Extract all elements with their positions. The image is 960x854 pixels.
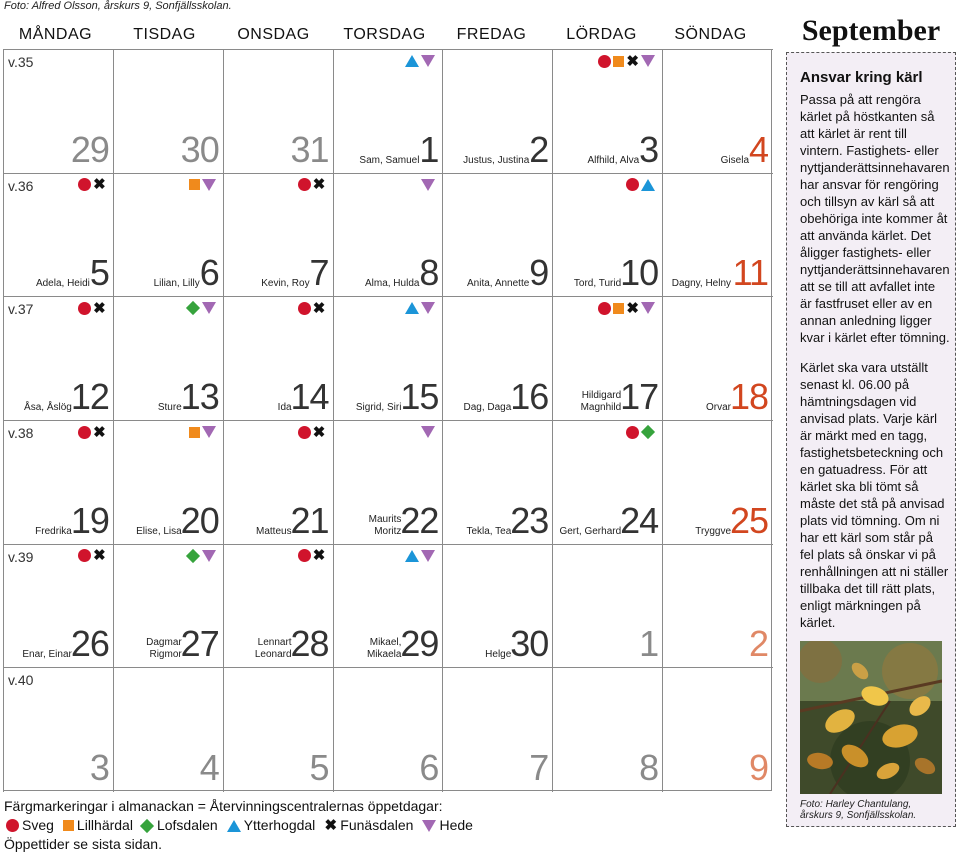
day-number: 31: [290, 128, 329, 170]
hede-icon: [202, 179, 216, 191]
name-day-line: Moritz: [374, 525, 402, 537]
day-cell: [662, 49, 773, 174]
name-day-line: Sture: [157, 401, 182, 413]
week-number: v.37: [8, 301, 34, 318]
name-day-line: Alfhild, Alva: [587, 154, 640, 166]
day-cell: [333, 49, 444, 174]
name-day: [467, 278, 529, 290]
opening-markers: [78, 301, 106, 315]
day-cell: [113, 544, 224, 669]
day-cell: [223, 667, 334, 792]
funasdalen-icon: ✖: [312, 547, 326, 565]
name-day-line: Elise, Lisa: [136, 525, 182, 537]
funasdalen-icon: ✖: [324, 817, 338, 834]
ytterhogdal-icon: [227, 820, 241, 832]
ytterhogdal-icon: [405, 302, 419, 314]
name-day: [158, 402, 182, 414]
day-cell: [442, 667, 553, 792]
legend-label-sveg: Sveg: [22, 817, 54, 833]
lofsdalen-icon: [186, 549, 200, 563]
funasdalen-icon: ✖: [93, 423, 106, 441]
weekday-header-1: TISDAG: [133, 26, 196, 43]
hede-icon: [202, 426, 216, 438]
sveg-icon: [298, 302, 311, 315]
name-day-line: Tord, Turid: [573, 278, 622, 290]
week-number: v.38: [8, 425, 34, 441]
day-cell: [662, 173, 773, 298]
day-cell: [333, 667, 444, 792]
name-day: [36, 278, 90, 290]
day-number: 27: [180, 623, 219, 665]
ytterhogdal-icon: [641, 179, 655, 191]
day-number: 3: [639, 128, 659, 170]
photo-credit-line-1: Foto: Harley Chantulang,: [800, 799, 912, 810]
name-day: [463, 155, 529, 167]
hede-icon: [641, 302, 655, 314]
day-cell: [223, 420, 334, 545]
day-cell: [442, 173, 553, 298]
day-cell: [223, 296, 334, 421]
week-number: v.39: [8, 548, 34, 565]
day-number: 30: [180, 128, 219, 170]
hede-icon: [421, 179, 435, 191]
photo-credit-line-2: årskurs 9, Sonfjällsskolan.: [800, 810, 917, 821]
day-number: 15: [400, 375, 439, 417]
sveg-icon: [298, 549, 311, 562]
day-cell: [552, 49, 663, 174]
day-number: 6: [199, 252, 219, 294]
funasdalen-icon: ✖: [93, 176, 106, 194]
day-number: 28: [290, 623, 329, 665]
sidebar-paragraph-2: Kärlet ska vara utställt senast kl. 06.00 på hämtningsdagen vid anvisad plats. Varje kärl är märkt med en tagg, fastighetsbeteckning och en gatuadress. För att kärlet ska bli tömt så måste det stå på anvisad plats vid tömning. Om ni har ett kärl som står på fel plats så önskar vi på renhållningen att ni ställer tillbaka det till rätt plats, enligt märkningen på kärlet.: [800, 360, 949, 630]
name-day-line: Maurits: [368, 513, 402, 525]
hede-icon: [641, 55, 655, 67]
sveg-icon: [298, 178, 311, 191]
day-number: 8: [639, 747, 659, 788]
day-number: 22: [400, 499, 439, 541]
day-cell: [3, 173, 114, 298]
day-cell: [333, 296, 444, 421]
sveg-icon: [78, 549, 91, 562]
opening-markers: [298, 301, 326, 315]
sveg-icon: [78, 302, 91, 315]
week-number: v.36: [8, 177, 34, 194]
name-day: [256, 526, 292, 538]
name-day-line: Ida: [277, 401, 292, 413]
opening-markers: [189, 425, 216, 439]
day-number: 2: [529, 128, 549, 170]
day-number: 5: [309, 747, 329, 788]
name-day-line: Dagmar: [146, 637, 182, 649]
weekday-header-row: [0, 26, 770, 46]
name-day-line: Hildigard: [581, 389, 622, 401]
hede-icon: [202, 550, 216, 562]
day-number: 20: [180, 499, 219, 541]
name-day-line: Tryggve: [695, 525, 732, 537]
funasdalen-icon: ✖: [626, 52, 639, 70]
lillhardal-icon: [189, 179, 200, 190]
opening-markers: [598, 301, 655, 315]
day-number: 25: [729, 499, 769, 541]
day-number: 4: [199, 747, 219, 788]
day-cell: [552, 173, 663, 298]
day-cell: [223, 173, 334, 298]
name-day: [706, 402, 731, 414]
name-day: [146, 637, 182, 661]
name-day: [356, 402, 402, 414]
name-day: [359, 155, 419, 167]
funasdalen-icon: ✖: [312, 423, 326, 441]
name-day-line: Kevin, Roy: [261, 278, 310, 290]
day-cell: [552, 667, 663, 792]
day-cell: [552, 544, 663, 669]
name-day-line: Fredrika: [35, 525, 72, 537]
name-day: [24, 402, 72, 414]
opening-markers: [78, 549, 106, 563]
weekday-header-6: SÖNDAG: [674, 26, 747, 43]
day-cell: [662, 667, 773, 792]
day-cell: [442, 49, 553, 174]
name-day: [463, 402, 511, 414]
name-day-line: Dag, Daga: [463, 401, 512, 413]
legend-label-hede: Hede: [439, 817, 473, 833]
opening-markers: [626, 178, 655, 192]
hede-icon: [421, 302, 435, 314]
hede-icon: [421, 550, 435, 562]
day-number: 3: [89, 747, 109, 788]
day-cell: [113, 173, 224, 298]
sveg-icon: [598, 55, 611, 68]
name-day-line: Lilian, Lilly: [153, 278, 200, 290]
name-day-line: Helge: [485, 649, 512, 661]
day-number: 18: [729, 375, 769, 417]
day-number: 11: [732, 252, 769, 294]
hede-icon: [421, 55, 435, 67]
sidebar-heading: Ansvar kring kärl: [800, 69, 923, 86]
day-cell: [333, 544, 444, 669]
opening-markers: [405, 549, 435, 563]
sveg-icon: [78, 426, 91, 439]
name-day-line: Mikael, Mikaela: [366, 637, 402, 661]
day-cell: [552, 296, 663, 421]
lillhardal-icon: [613, 303, 624, 314]
day-number: 14: [290, 375, 329, 417]
day-number: 19: [70, 499, 109, 541]
sveg-icon: [78, 178, 91, 191]
name-day: [672, 278, 731, 290]
hede-icon: [202, 302, 216, 314]
name-day: [136, 526, 182, 538]
name-day-line: Sam, Samuel: [359, 154, 420, 166]
funasdalen-icon: ✖: [93, 547, 106, 565]
hede-icon: [421, 426, 435, 438]
name-day-line: Gisela: [720, 154, 750, 166]
day-cell: [662, 296, 773, 421]
opening-markers: [626, 425, 655, 439]
day-cell: [3, 667, 114, 792]
sveg-icon: [626, 178, 639, 191]
day-number: 16: [510, 375, 549, 417]
weekday-header-2: ONSDAG: [237, 26, 310, 43]
day-cell: [113, 420, 224, 545]
sveg-icon: [298, 426, 311, 439]
name-day: [485, 649, 511, 661]
sveg-icon: [598, 302, 611, 315]
day-number: 24: [620, 499, 659, 541]
day-number: 12: [70, 375, 109, 417]
name-day-line: Adela, Heidi: [35, 278, 90, 290]
name-day-line: Enar, Einar: [22, 649, 72, 661]
weekday-header-3: TORSDAG: [343, 26, 426, 43]
day-cell: [113, 667, 224, 792]
day-number: 23: [510, 499, 549, 541]
day-cell: [442, 420, 553, 545]
day-cell: [223, 544, 334, 669]
day-number: 1: [419, 128, 439, 170]
day-number: 30: [510, 623, 549, 665]
funasdalen-icon: ✖: [626, 299, 639, 317]
day-cell: [113, 296, 224, 421]
name-day-line: Magnhild: [580, 401, 622, 413]
day-number: 10: [620, 252, 659, 294]
day-number: 5: [89, 252, 109, 294]
day-cell: [552, 420, 663, 545]
day-number: 8: [419, 252, 439, 294]
month-title: September: [801, 14, 941, 47]
day-number: 26: [70, 623, 109, 665]
opening-markers: [405, 301, 435, 315]
sveg-icon: [6, 819, 19, 832]
week-number: v.35: [8, 54, 34, 70]
name-day-line: Matteus: [256, 525, 292, 537]
name-day: [22, 649, 71, 661]
funasdalen-icon: ✖: [312, 299, 326, 317]
name-day-line: Sigrid, Siri: [355, 401, 402, 413]
legend-label-lillhardal: Lillhärdal: [76, 817, 133, 833]
name-day: [574, 278, 621, 290]
opening-markers: [421, 425, 435, 439]
photo-credit-top: Foto: Alfred Olsson, årskurs 9, Sonfjällsskolan.: [4, 0, 232, 12]
name-day-line: Alma, Hulda: [364, 278, 420, 290]
legend-label-funasdalen: Funäsdalen: [340, 817, 414, 833]
ytterhogdal-icon: [405, 55, 419, 67]
name-day-line: Åsa, Åslög: [24, 401, 72, 413]
name-day-line: Tekla, Tea: [466, 525, 512, 537]
day-number: 9: [748, 747, 769, 788]
opening-markers: [78, 425, 106, 439]
funasdalen-icon: ✖: [312, 176, 326, 194]
name-day: [721, 155, 749, 167]
opening-markers: [189, 178, 216, 192]
name-day-line: Orvar: [706, 401, 732, 413]
name-day: [695, 526, 731, 538]
lillhardal-icon: [63, 820, 74, 831]
day-number: 7: [529, 747, 549, 788]
sveg-icon: [626, 426, 639, 439]
day-cell: [3, 49, 114, 174]
sidebar-paragraph-1: Passa på att rengöra kärlet på höstkanten så att kärlet är rent till vintern. Fastighets- eller nyttjanderättsinnehavaren har ansvar för rengöring och tillsyn av kärl så att obehöriga inte kommer åt att använda kärlet. Det åligger fastighets- eller nyttjanderättsinnehavaren att se till att avfallet inte är fastfruset eller av en annan anledning ligger kvar i kärlet efter tömning.: [800, 92, 950, 345]
day-cell: [662, 544, 773, 669]
lillhardal-icon: [613, 56, 624, 67]
photo-credit-bottom: [800, 799, 916, 821]
day-number: 7: [309, 252, 329, 294]
day-number: 2: [748, 623, 769, 665]
weekday-header-5: LÖRDAG: [566, 26, 637, 43]
day-cell: [3, 420, 114, 545]
day-cell: [662, 420, 773, 545]
opening-markers: [186, 301, 216, 315]
name-day: [334, 637, 402, 661]
weekday-header-4: FREDAG: [456, 26, 527, 43]
lofsdalen-icon: [140, 818, 154, 832]
legend-intro: Färgmarkeringar i almanackan = Återvinningscentralernas öppetdagar:: [4, 798, 443, 814]
day-cell: [3, 296, 114, 421]
legend-footer: Öppettider se sista sidan.: [4, 836, 162, 852]
name-day: [35, 526, 72, 538]
name-day: [369, 514, 402, 538]
day-number: 9: [529, 252, 549, 294]
day-number: 21: [290, 499, 329, 541]
legend-items: [4, 816, 764, 835]
legend: [4, 797, 764, 854]
opening-markers: [298, 178, 326, 192]
day-number: 29: [70, 128, 109, 170]
name-day-line: Gert, Gerhard: [559, 525, 622, 537]
name-day: [278, 402, 292, 414]
day-number: 4: [748, 128, 769, 170]
day-cell: [3, 544, 114, 669]
name-day-line: Leonard: [254, 649, 292, 661]
name-day-line: Lennart: [257, 637, 292, 649]
day-number: 29: [400, 623, 439, 665]
day-cell: [333, 173, 444, 298]
name-day: [587, 155, 639, 167]
name-day-line: Justus, Justina: [463, 154, 530, 166]
weekday-header-0: MÅNDAG: [18, 26, 93, 43]
opening-markers: [405, 54, 435, 68]
name-day: [581, 390, 622, 414]
autumn-leaves-photo: [800, 641, 942, 794]
ytterhogdal-icon: [405, 550, 419, 562]
day-cell: [442, 544, 553, 669]
name-day-line: Dagny, Helny: [671, 278, 732, 290]
day-number: 6: [419, 747, 439, 788]
name-day-line: Anita, Annette: [467, 278, 530, 290]
day-cell: [442, 296, 553, 421]
calendar-grid: [3, 49, 772, 791]
opening-markers: [78, 178, 106, 192]
name-day: [365, 278, 419, 290]
opening-markers: [421, 178, 435, 192]
lofsdalen-icon: [186, 301, 200, 315]
day-cell: [223, 49, 334, 174]
day-cell: [113, 49, 224, 174]
hede-icon: [422, 820, 436, 832]
name-day: [154, 278, 200, 290]
day-number: 13: [180, 375, 219, 417]
day-number: 1: [639, 623, 659, 665]
name-day: [255, 637, 292, 661]
opening-markers: [186, 549, 216, 563]
name-day: [466, 526, 511, 538]
day-number: 17: [620, 375, 659, 417]
name-day: [261, 278, 309, 290]
opening-markers: [598, 54, 655, 68]
legend-label-lofsdalen: Lofsdalen: [156, 817, 218, 833]
lofsdalen-icon: [641, 425, 655, 439]
name-day-line: Rigmor: [149, 649, 182, 661]
opening-markers: [298, 425, 326, 439]
name-day: [559, 526, 621, 538]
lillhardal-icon: [189, 427, 200, 438]
legend-label-ytterhogdal: Ytterhogdal: [243, 817, 316, 833]
funasdalen-icon: ✖: [93, 299, 106, 317]
opening-markers: [298, 549, 326, 563]
week-number: v.40: [8, 672, 34, 689]
day-cell: [333, 420, 444, 545]
